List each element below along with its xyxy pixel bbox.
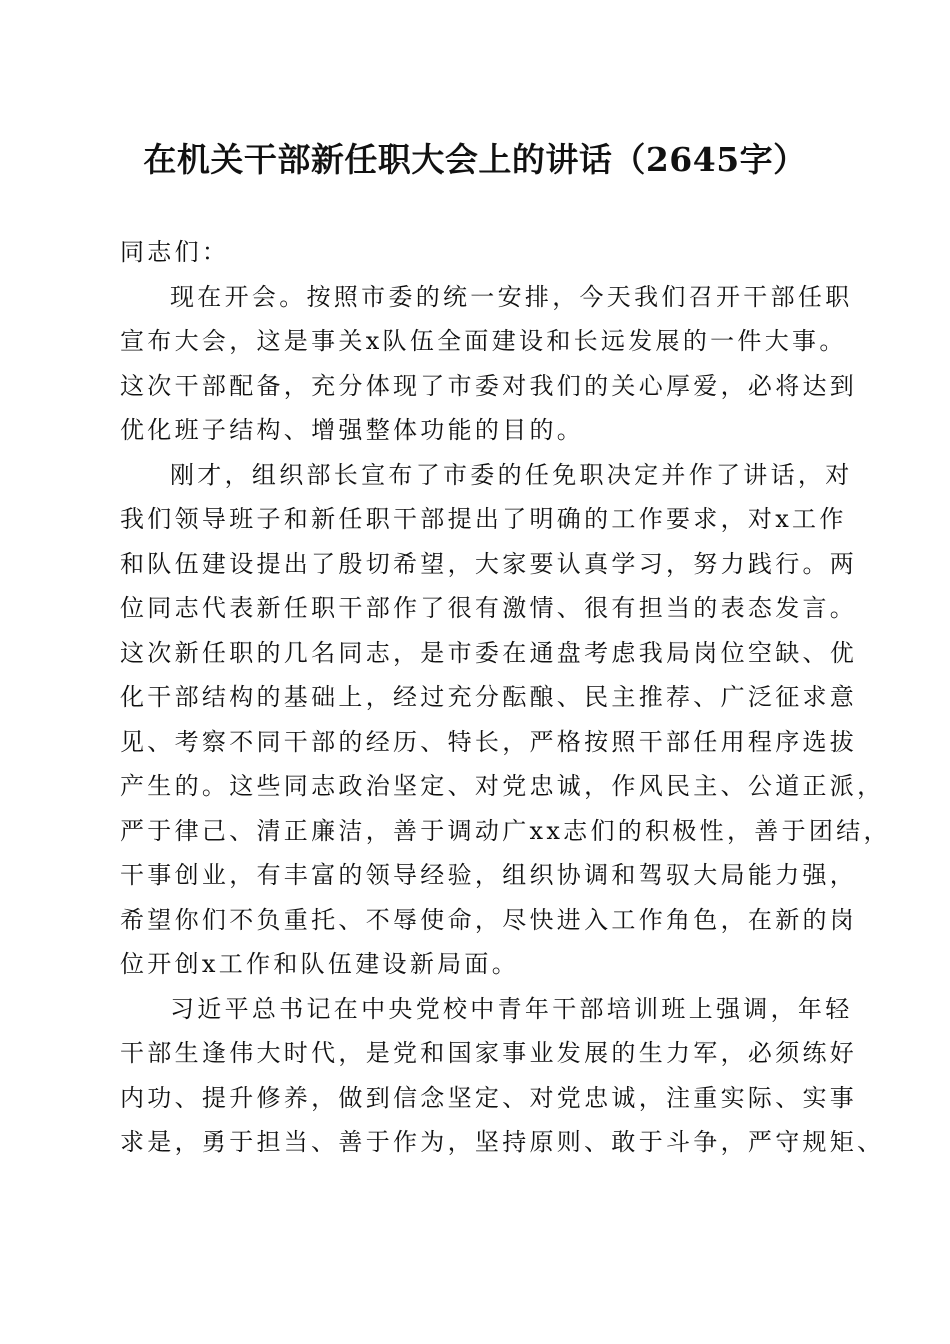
paragraph-line: 和队伍建设提出了殷切希望，大家要认真学习，努力践行。两 <box>120 549 858 578</box>
paragraph-line: 求是，勇于担当、善于作为，坚持原则、敢于斗争，严守规矩、 <box>120 1128 885 1156</box>
paragraph-line: 内功、提升修养，做到信念坚定、对党忠诚，注重实际、实事 <box>120 1083 858 1112</box>
paragraph-line: 产生的。这些同志政治坚定、对党忠诚，作风民主、公道正派， <box>120 772 885 800</box>
paragraph-line: 这次新任职的几名同志，是市委在通盘考虑我局岗位空缺、优 <box>120 638 858 667</box>
paragraph-line: 刚才，组织部长宣布了市委的任免职决定并作了讲话，对 <box>170 460 853 489</box>
paragraph-line: 希望你们不负重托、不辱使命，尽快进入工作角色，在新的岗 <box>120 905 858 934</box>
paragraph-2 <box>120 453 891 987</box>
paragraph-line: 严于律己、清正廉洁，善于调动广xx志们的积极性，善于团结， <box>120 816 891 845</box>
paragraph-line: 这次干部配备，充分体现了市委对我们的关心厚爱，必将达到 <box>120 371 858 400</box>
paragraph-line: 习近平总书记在中央党校中青年干部培训班上强调，年轻 <box>170 994 853 1023</box>
paragraph-line: 干事创业，有丰富的领导经验，组织协调和驾驭大局能力强， <box>120 861 858 889</box>
paragraph-line: 位同志代表新任职干部作了很有激情、很有担当的表态发言。 <box>120 594 858 622</box>
document-title: 在机关干部新任职大会上的讲话（2645字） <box>143 140 807 179</box>
paragraph-line: 见、考察不同干部的经历、特长，严格按照干部任用程序选拔 <box>120 727 858 756</box>
paragraph-line: 位开创x工作和队伍建设新局面。 <box>120 950 520 978</box>
paragraph-line: 我们领导班子和新任职干部提出了明确的工作要求，对x工作 <box>120 505 847 533</box>
paragraph-line: 化干部结构的基础上，经过充分酝酿、民主推荐、广泛征求意 <box>120 683 858 711</box>
document-body <box>120 230 891 1165</box>
salutation: 同志们： <box>120 238 230 266</box>
paragraph-line: 干部生逢伟大时代，是党和国家事业发展的生力军，必须练好 <box>120 1039 858 1067</box>
paragraph-line: 优化班子结构、增强整体功能的目的。 <box>120 416 585 444</box>
paragraph-3 <box>120 987 885 1165</box>
paragraph-1 <box>120 275 858 453</box>
paragraph-line: 现在开会。按照市委的统一安排，今天我们召开干部任职 <box>170 282 853 311</box>
paragraph-line: 宣布大会，这是事关x队伍全面建设和长远发展的一件大事。 <box>120 327 847 355</box>
